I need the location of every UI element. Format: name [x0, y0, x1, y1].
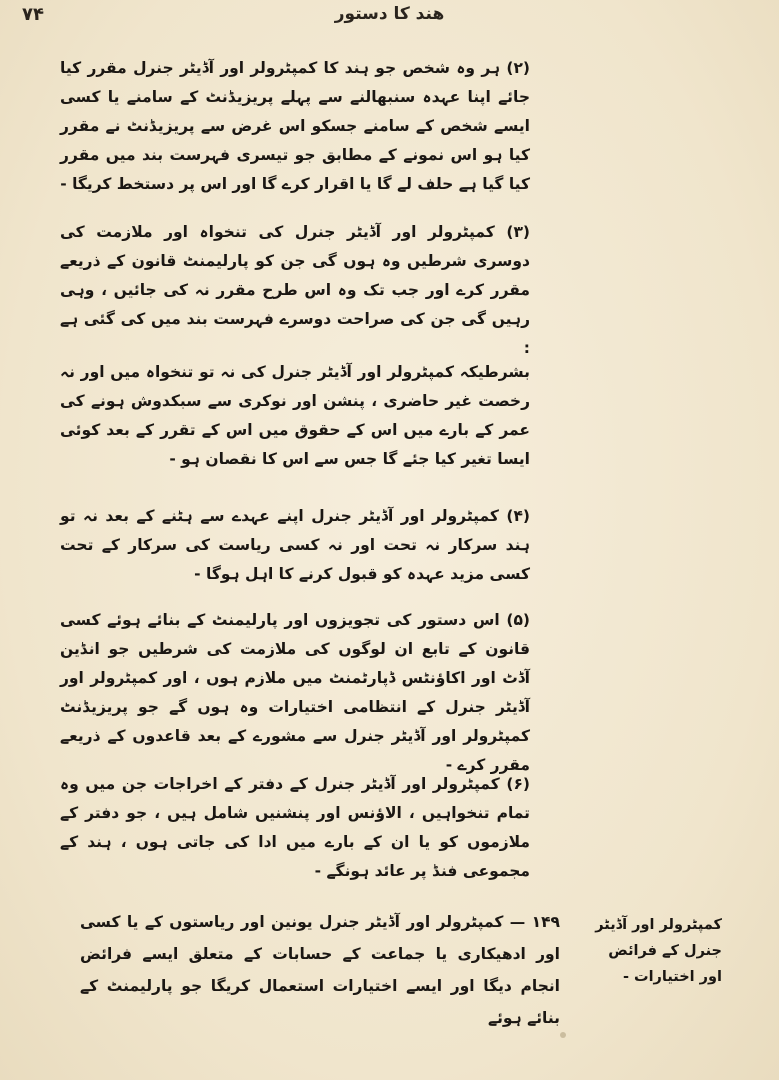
- paragraph-clause-2: (۲) ہر وہ شخص جو ہند کا کمپٹرولر اور آڈیٹر جنرل مقرر کیا جائے اپنا عہدہ سنبھالنے سے پہلے پریزیڈنٹ کے سامنے یا کسی ایسے شخص کے سامنے جسکو اس غرض سے پریزیڈنٹ نے مقرر کیا ہو اس نمونے کے مطابق جو تیسری فہرست بند میں مقرر کیا گیا ہے حلف لے گا یا اقرار کرے گا اور اس پر دستخط کریگا -: [60, 59, 530, 193]
- running-title: هند کا دستور: [334, 4, 445, 24]
- paragraph-clause-4: (۴) کمپٹرولر اور آڈیٹر جنرل اپنے عہدے سے ہٹنے کے بعد نہ تو ہند سرکار نہ تحت اور نہ کسی ریاست کی سرکار کے تحت کسی مزید عہدہ کو قبول کرنے کا اہل ہوگا -: [60, 507, 530, 583]
- paragraph-clause-6: (۶) کمپٹرولر اور آڈیٹر جنرل کے دفتر کے اخراجات جن میں وہ تمام تنخواہیں ، الاؤنس اور پنشنیں شامل ہیں ، جو دفتر کے ملازموں کو یا ان کے بارے میں ادا کی جاتی ہوں ، ہند کے مجموعی فنڈ پر عائد ہونگے -: [60, 775, 530, 880]
- paragraph-proviso: بشرطیکہ کمپٹرولر اور آڈیٹر جنرل کی نہ تو تنخواہ میں اور نہ رخصت غیر حاضری ، پنشن اور نوکری سے سبکدوش ہونے کی عمر کے بارے میں اس کے حقوق میں اس کے تقرر کے بعد کوئی ایسا تغیر کیا جئے گا جس سے اس کا نقصان ہو -: [60, 363, 530, 468]
- paragraph-article-149: ۱۴۹ — کمپٹرولر اور آڈیٹر جنرل یونین اور ریاستوں کے یا کسی اور ادھیکاری یا جماعت کے حسابات کے متعلق ایسے فرائض انجام دیگا اور ایسے اختیارات استعمال کریگا جو پارلیمنٹ کے بنائے ہوئے: [80, 913, 560, 1027]
- margin-dot: [560, 1032, 566, 1038]
- margin-note: کمپٹرولر اور آڈیٹر جنرل کے فرائض اور اختیارات -: [595, 917, 722, 985]
- paragraph-clause-3: (۳) کمپٹرولر اور آڈیٹر جنرل کی تنخواہ اور ملازمت کی دوسری شرطیں وہ ہوں گی جن کو پارلیمنٹ قانون کے ذریعے مقرر کرے اور جب تک وہ اس طرح مقرر نہ کی جائیں ، وہی رہیں گی جن کی صراحت دوسرے فہرست بند میں کی گئی ہے :: [60, 223, 530, 357]
- page-number: ۷۴: [22, 4, 44, 25]
- paragraph-clause-5: (۵) اس دستور کی تجویزوں اور پارلیمنٹ کے بنائے ہوئے کسی قانون کے تابع ان لوگوں کی ملازمت کی شرطیں جو انڈین آڈٹ اور اکاؤنٹس ڈپارٹمنٹ میں ملازم ہوں ، اور کمپٹرولر اور آڈیٹر جنرل کے انتظامی اختیارات وہ ہوں گے جو پریزیڈنٹ کمپٹرولر اور آڈیٹر جنرل سے مشورے کے بعد قاعدوں کے ذریعے مقرر کرے -: [60, 611, 530, 774]
